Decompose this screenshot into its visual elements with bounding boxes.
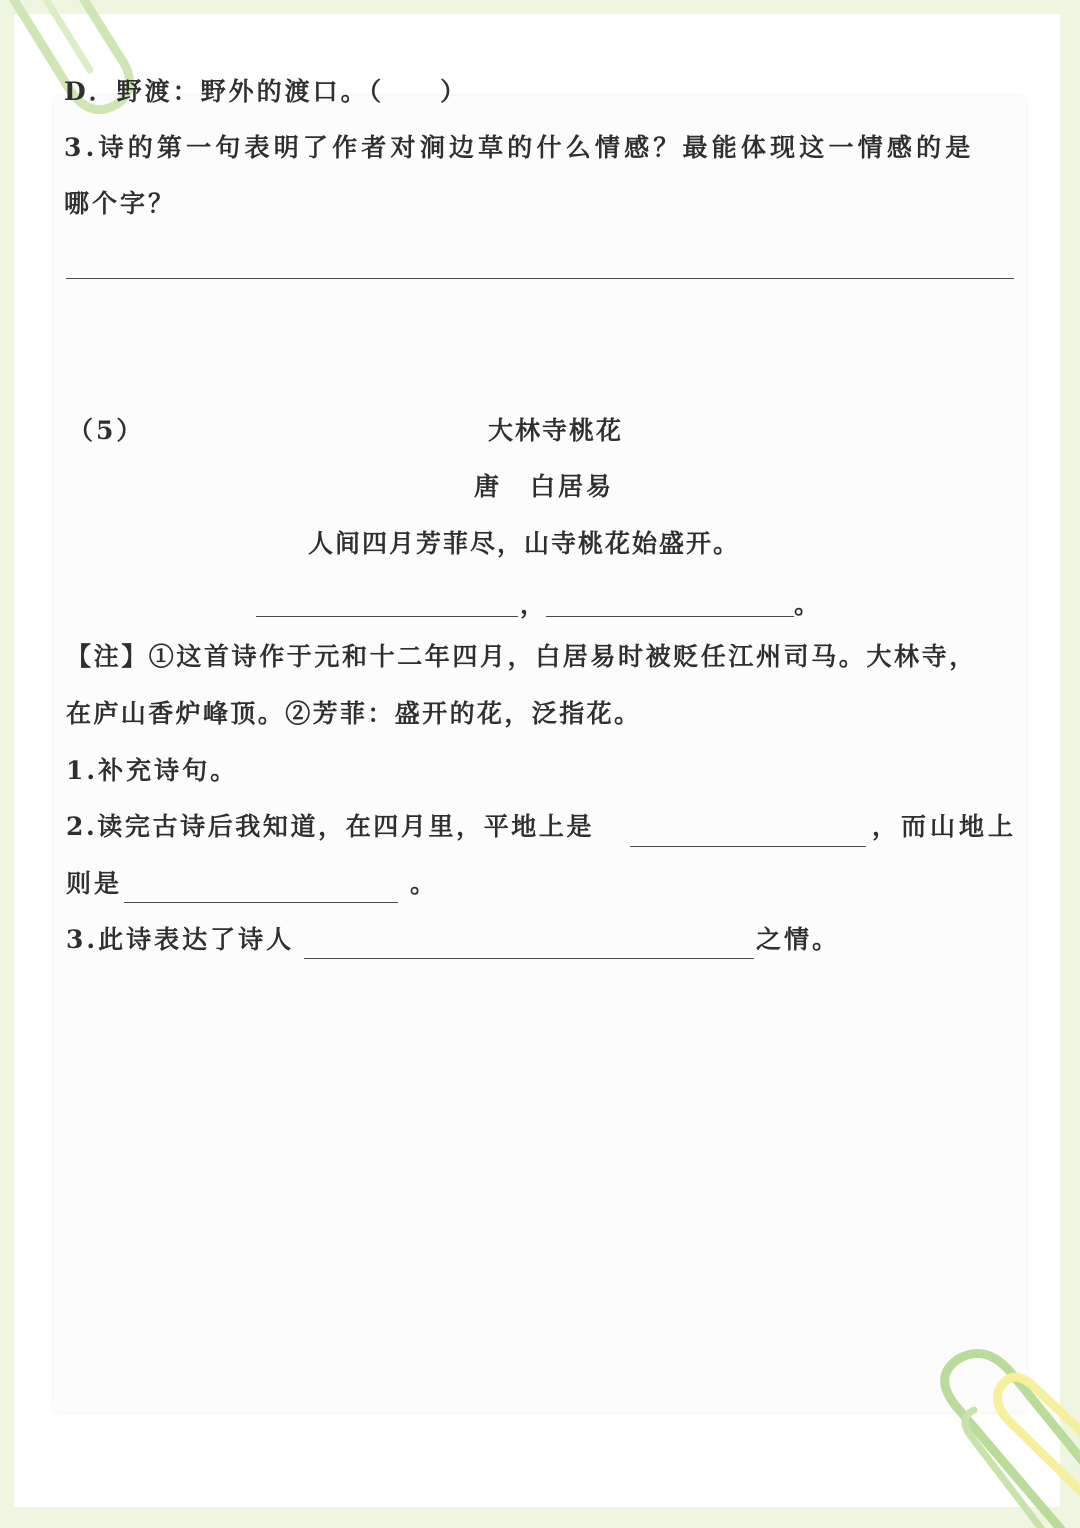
question-2-text-continued: 则是 — [66, 869, 123, 898]
answer-line[interactable] — [66, 278, 1014, 279]
poem-line-1: 人间四月芳菲尽，山寺桃花始盛开。 — [308, 529, 741, 558]
question-3-blank[interactable] — [304, 958, 754, 959]
question-2-blank-2[interactable] — [124, 902, 398, 903]
question-2-blank-1[interactable] — [630, 846, 866, 847]
poem-comma: ， — [520, 590, 549, 619]
poem-title: 大林寺桃花 — [488, 416, 624, 445]
option-d-text: D．野渡：野外的渡口。（ ） — [64, 77, 469, 106]
question-3-text-continued: 哪个字？ — [64, 189, 177, 218]
section-number: （5） — [68, 416, 145, 445]
note-text: 【注】①这首诗作于元和十二年四月，白居易时被贬任江州司马。大林寺， — [66, 642, 977, 671]
paperclip-icon — [0, 0, 190, 140]
question-2-text-mid: ，而山地上 — [872, 812, 1018, 841]
question-3-section5-text: 3.此诗表达了诗人 — [66, 925, 295, 954]
poem-author: 唐 白居易 — [474, 472, 615, 501]
question-2-text: 2.读完古诗后我知道，在四月里，平地上是 — [66, 812, 595, 841]
poem-period: 。 — [794, 590, 823, 619]
paperclip-icon — [900, 1330, 1080, 1528]
question-3-section5-suffix: 之情。 — [756, 925, 841, 954]
question-2-period: 。 — [410, 869, 439, 898]
question-1-text: 1.补充诗句。 — [66, 756, 239, 785]
poem-blank-1[interactable] — [256, 616, 518, 617]
question-3-text: 3.诗的第一句表明了作者对涧边草的什么情感？最能体现这一情感的是 — [64, 133, 975, 162]
poem-blank-2[interactable] — [546, 616, 794, 617]
note-text-continued: 在庐山香炉峰顶。②芳菲：盛开的花，泛指花。 — [66, 699, 642, 728]
